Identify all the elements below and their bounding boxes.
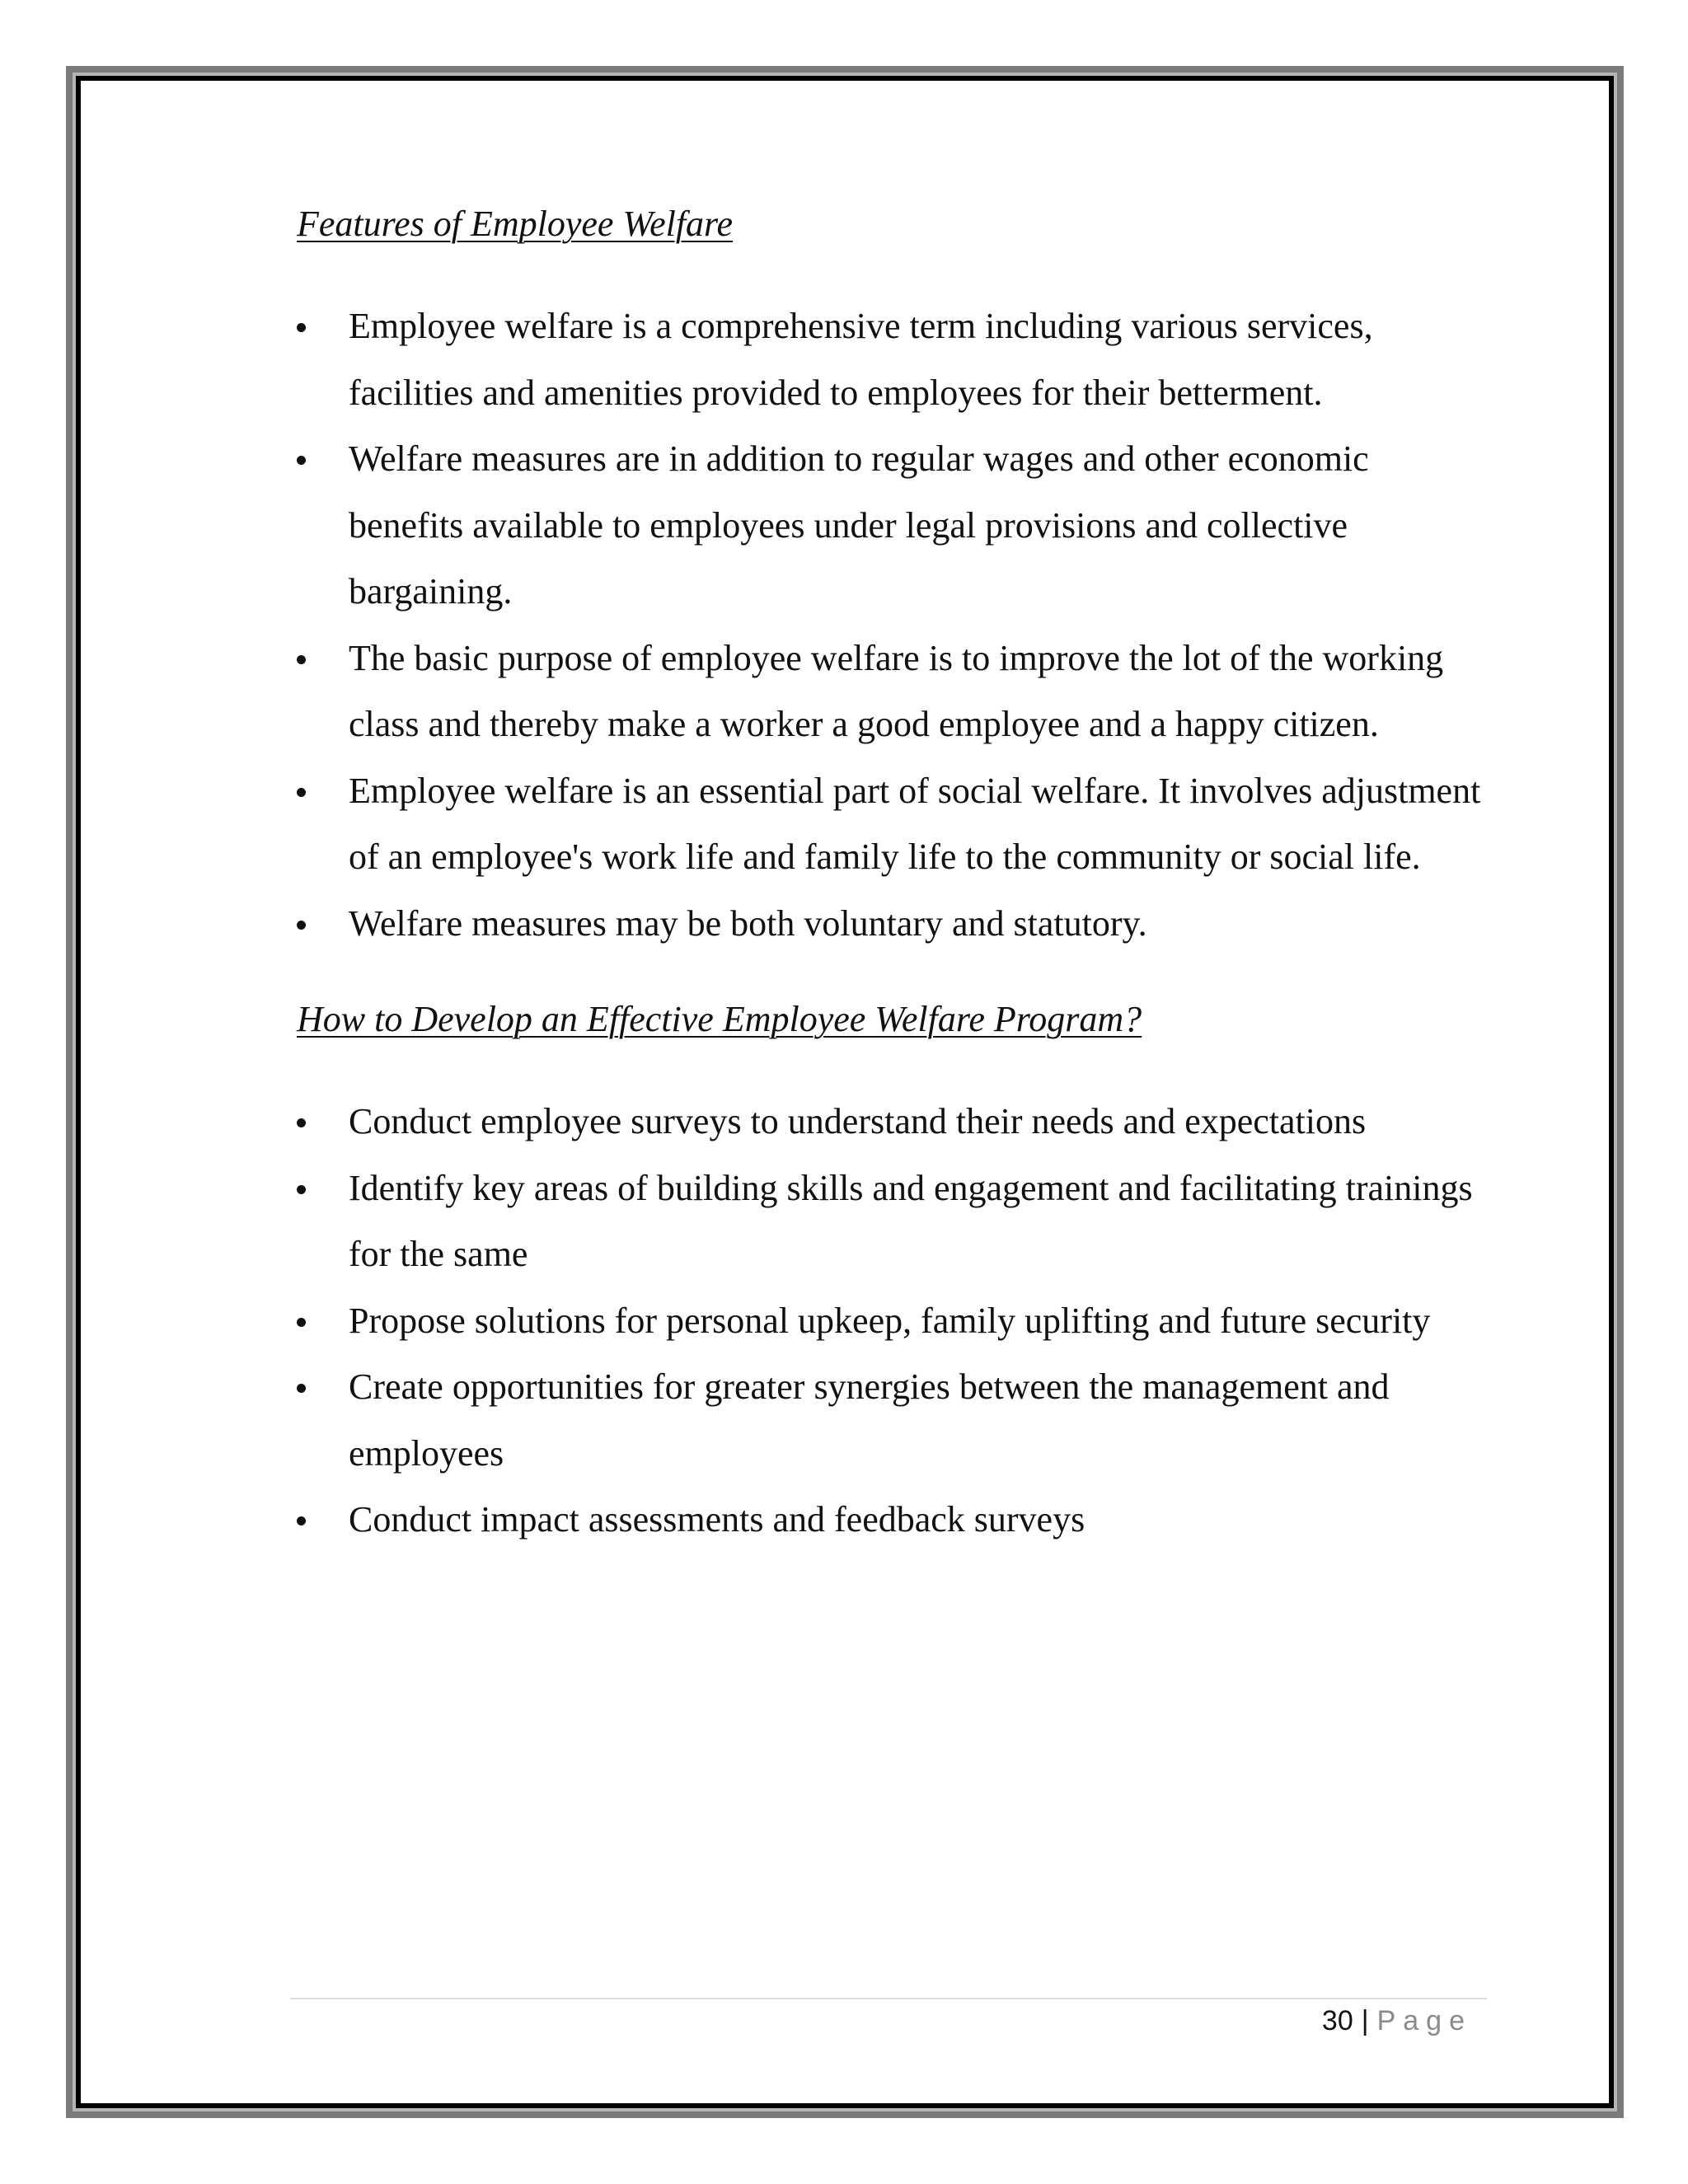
list-item	[297, 1089, 1484, 1155]
program-steps-list	[297, 1089, 1484, 1554]
features-list	[297, 293, 1484, 957]
footer-rule	[290, 1998, 1487, 1999]
bullet-icon	[297, 1118, 306, 1127]
page-label: Page	[1376, 2005, 1472, 2036]
list-item	[297, 293, 1484, 426]
list-item	[297, 1288, 1484, 1355]
list-item-text: Identify key areas of building skills and engagement and facilitating trainings for the same	[349, 1167, 1473, 1274]
list-item-text: Propose solutions for personal upkeep, family uplifting and future security	[349, 1300, 1431, 1341]
bullet-icon	[297, 1516, 306, 1526]
bullet-icon	[297, 323, 306, 332]
page-content	[297, 183, 1484, 1554]
page-footer	[1322, 2001, 1472, 2041]
list-item-text: Welfare measures are in addition to regular wages and other economic benefits available to employees under legal provisions and collective bargaining.	[349, 438, 1369, 612]
page-number: 30	[1321, 2005, 1353, 2036]
list-item-text: Employee welfare is an essential part of social welfare. It involves adjustment of an employee's work life and family life to the community or social life.	[349, 770, 1481, 877]
list-item-text: Conduct employee surveys to understand their needs and expectations	[349, 1101, 1367, 1141]
bullet-icon	[297, 921, 306, 930]
bullet-icon	[297, 456, 306, 465]
list-item	[297, 758, 1484, 891]
list-item-text: The basic purpose of employee welfare is to improve the lot of the working class and thereby make a worker a good employee and a happy citizen.	[349, 637, 1444, 744]
list-item	[297, 1155, 1484, 1288]
list-item-text: Conduct impact assessments and feedback surveys	[349, 1499, 1085, 1540]
list-item	[297, 891, 1484, 958]
footer-separator: |	[1361, 2005, 1369, 2036]
section-heading-features: Features of Employee Welfare	[297, 204, 734, 244]
section-heading-program: How to Develop an Effective Employee Welfare Program?	[297, 999, 1142, 1039]
list-item	[297, 1354, 1484, 1487]
list-item-text: Create opportunities for greater synergies between the management and employees	[349, 1366, 1390, 1474]
list-item	[297, 1487, 1484, 1554]
list-item-text: Employee welfare is a comprehensive term including various services, facilities and amenities provided to employees for their betterment.	[349, 306, 1373, 413]
bullet-icon	[297, 1318, 306, 1327]
bullet-icon	[297, 788, 306, 797]
bullet-icon	[297, 1185, 306, 1194]
list-item-text: Welfare measures may be both voluntary and statutory.	[349, 902, 1147, 944]
list-item	[297, 626, 1484, 758]
bullet-icon	[297, 655, 306, 664]
list-item	[297, 426, 1484, 626]
bullet-icon	[297, 1384, 306, 1393]
